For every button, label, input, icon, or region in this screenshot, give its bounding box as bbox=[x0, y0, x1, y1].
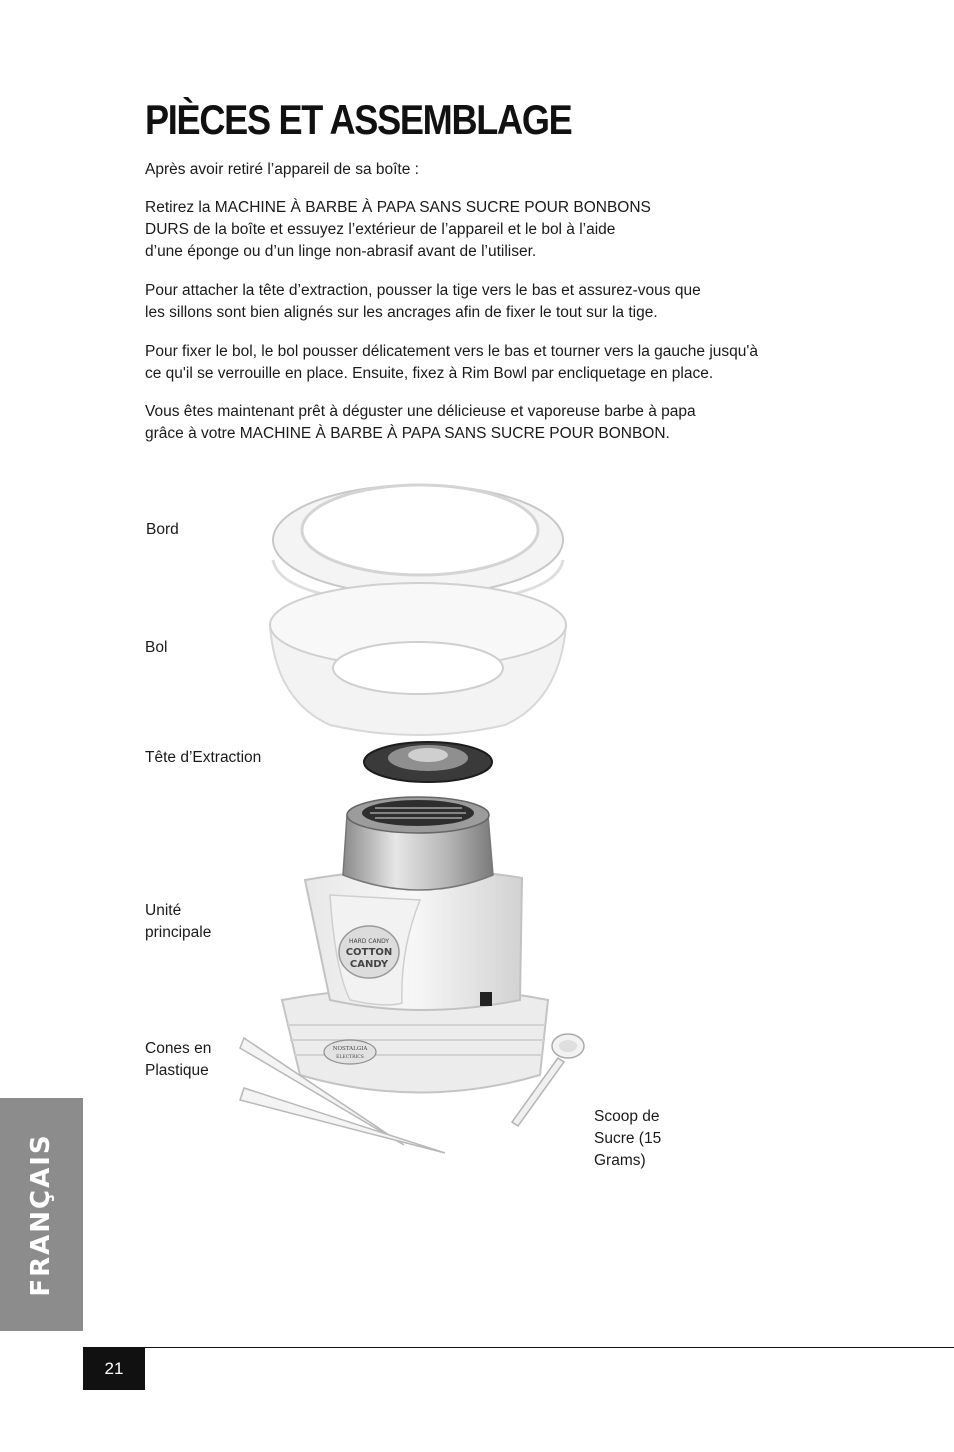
label-unite-principale: Unité principale bbox=[145, 902, 212, 941]
page-title: PIÈCES ET ASSEMBLAGE bbox=[145, 96, 572, 143]
brand-plate-text: ELECTRICS bbox=[336, 1055, 364, 1060]
attach-bowl-paragraph bbox=[145, 341, 758, 385]
paragraph-line: Pour fixer le bol, le bol pousser délicatement vers le bas et tourner vers la gauche jusqu'à bbox=[145, 343, 758, 360]
attach-head-paragraph bbox=[145, 280, 701, 324]
label-bol: Bol bbox=[145, 639, 168, 656]
extraction-head-part bbox=[364, 742, 492, 782]
paragraph-line: Après avoir retiré l’appareil de sa boîte : bbox=[145, 161, 419, 178]
paragraph-line: Retirez la MACHINE À BARBE À PAPA SANS SUCRE POUR BONBONS bbox=[145, 199, 651, 216]
brand-plate-text: NOSTALGIA bbox=[332, 1046, 368, 1052]
paragraph-line: ce qu'il se verrouille en place. Ensuite, fixez à Rim Bowl par encliquetage en place. bbox=[145, 365, 714, 382]
paragraph-line: d’une éponge ou d’un linge non-abrasif avant de l’utiliser. bbox=[145, 243, 537, 260]
remove-paragraph bbox=[145, 197, 651, 263]
bowl-part bbox=[270, 583, 566, 735]
page-number: 21 bbox=[83, 1348, 145, 1390]
language-tab-label: FRANÇAIS bbox=[26, 1133, 56, 1297]
logo-text: CANDY bbox=[349, 959, 389, 970]
intro-paragraph bbox=[145, 159, 419, 181]
main-unit-part bbox=[282, 797, 548, 1093]
power-switch-icon bbox=[480, 992, 492, 1006]
paragraph-line: les sillons sont bien alignés sur les ancrages afin de fixer le tout sur la tige. bbox=[145, 304, 658, 321]
label-bord: Bord bbox=[146, 521, 179, 538]
label-tete-extraction: Tête d’Extraction bbox=[145, 749, 262, 766]
paragraph-line: DURS de la boîte et essuyez l’extérieur de l’appareil et le bol à l’aide bbox=[145, 221, 616, 238]
product-illustration bbox=[230, 470, 610, 1170]
ready-paragraph bbox=[145, 401, 696, 445]
paragraph-line: Pour attacher la tête d’extraction, pousser la tige vers le bas et assurez-vous que bbox=[145, 282, 701, 299]
logo-text: COTTON bbox=[345, 947, 393, 958]
paragraph-line: grâce à votre MACHINE À BARBE À PAPA SANS SUCRE POUR BONBON. bbox=[145, 425, 670, 442]
logo-text: HARD CANDY bbox=[348, 938, 390, 945]
label-cones: Cones en Plastique bbox=[145, 1040, 212, 1079]
label-scoop: Scoop de Sucre (15 Grams) bbox=[594, 1108, 662, 1169]
footer-divider bbox=[83, 1347, 954, 1348]
paragraph-line: Vous êtes maintenant prêt à déguster une délicieuse et vaporeuse barbe à papa bbox=[145, 403, 696, 420]
